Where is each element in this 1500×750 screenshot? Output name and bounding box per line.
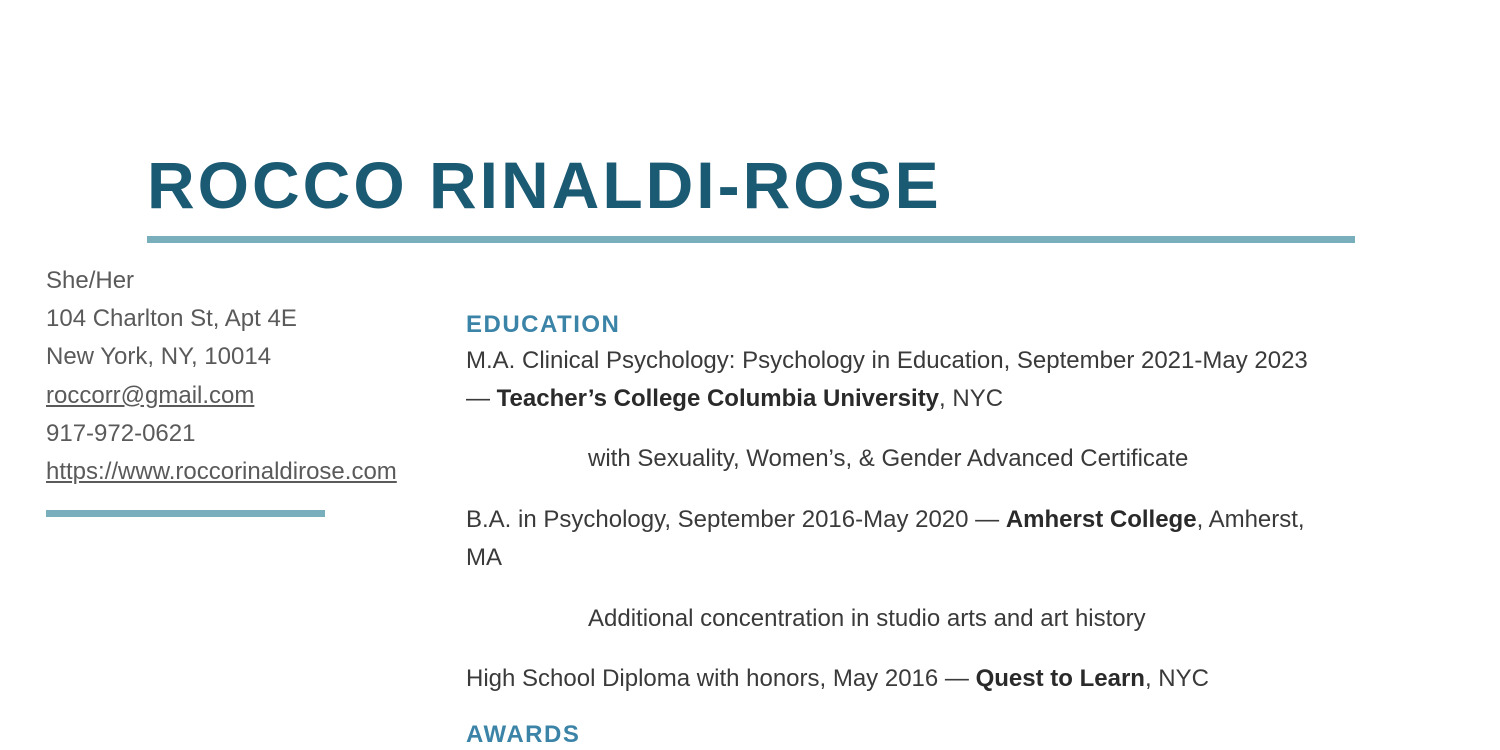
website-link[interactable]: https://www.roccorinaldirose.com bbox=[46, 458, 397, 486]
contact-divider bbox=[46, 510, 325, 517]
entry-location: , NYC bbox=[939, 385, 1004, 413]
entry-text: High School Diploma with honors, May 2016 — bbox=[466, 665, 976, 693]
education-entry-ba bbox=[466, 501, 1336, 577]
education-entry-ma bbox=[466, 342, 1336, 418]
entry-text: M.A. Clinical Psychology: Psychology in Education, September 2021-May 2023 — bbox=[466, 347, 1308, 413]
resume-name: ROCCO RINALDI-ROSE bbox=[147, 148, 942, 222]
phone-number: 917-972-0621 bbox=[46, 419, 196, 447]
education-note-ba: Additional concentration in studio arts and art history bbox=[588, 605, 1146, 633]
entry-location: , Amherst, MA bbox=[466, 505, 1305, 571]
entry-institution: Amherst College bbox=[1005, 505, 1197, 533]
entry-institution: Quest to Learn bbox=[975, 665, 1145, 693]
address-line-1: 104 Charlton St, Apt 4E bbox=[46, 305, 297, 333]
awards-heading: AWARDS bbox=[466, 721, 581, 749]
education-note-ma: with Sexuality, Women’s, & Gender Advanced Certificate bbox=[588, 445, 1189, 473]
entry-institution: Teacher’s College Columbia University bbox=[496, 385, 940, 413]
address-line-2: New York, NY, 10014 bbox=[46, 343, 272, 371]
main-content bbox=[466, 308, 1336, 750]
pronouns: She/Her bbox=[46, 267, 135, 294]
education-heading: EDUCATION bbox=[466, 311, 621, 338]
entry-location: , NYC bbox=[1144, 665, 1209, 693]
entry-text: B.A. in Psychology, September 2016-May 2020 — bbox=[466, 505, 1006, 533]
education-entry-hs bbox=[466, 660, 1336, 698]
name-divider bbox=[147, 236, 1355, 243]
contact-block bbox=[46, 262, 446, 491]
email-link[interactable]: roccorr@gmail.com bbox=[46, 381, 255, 409]
